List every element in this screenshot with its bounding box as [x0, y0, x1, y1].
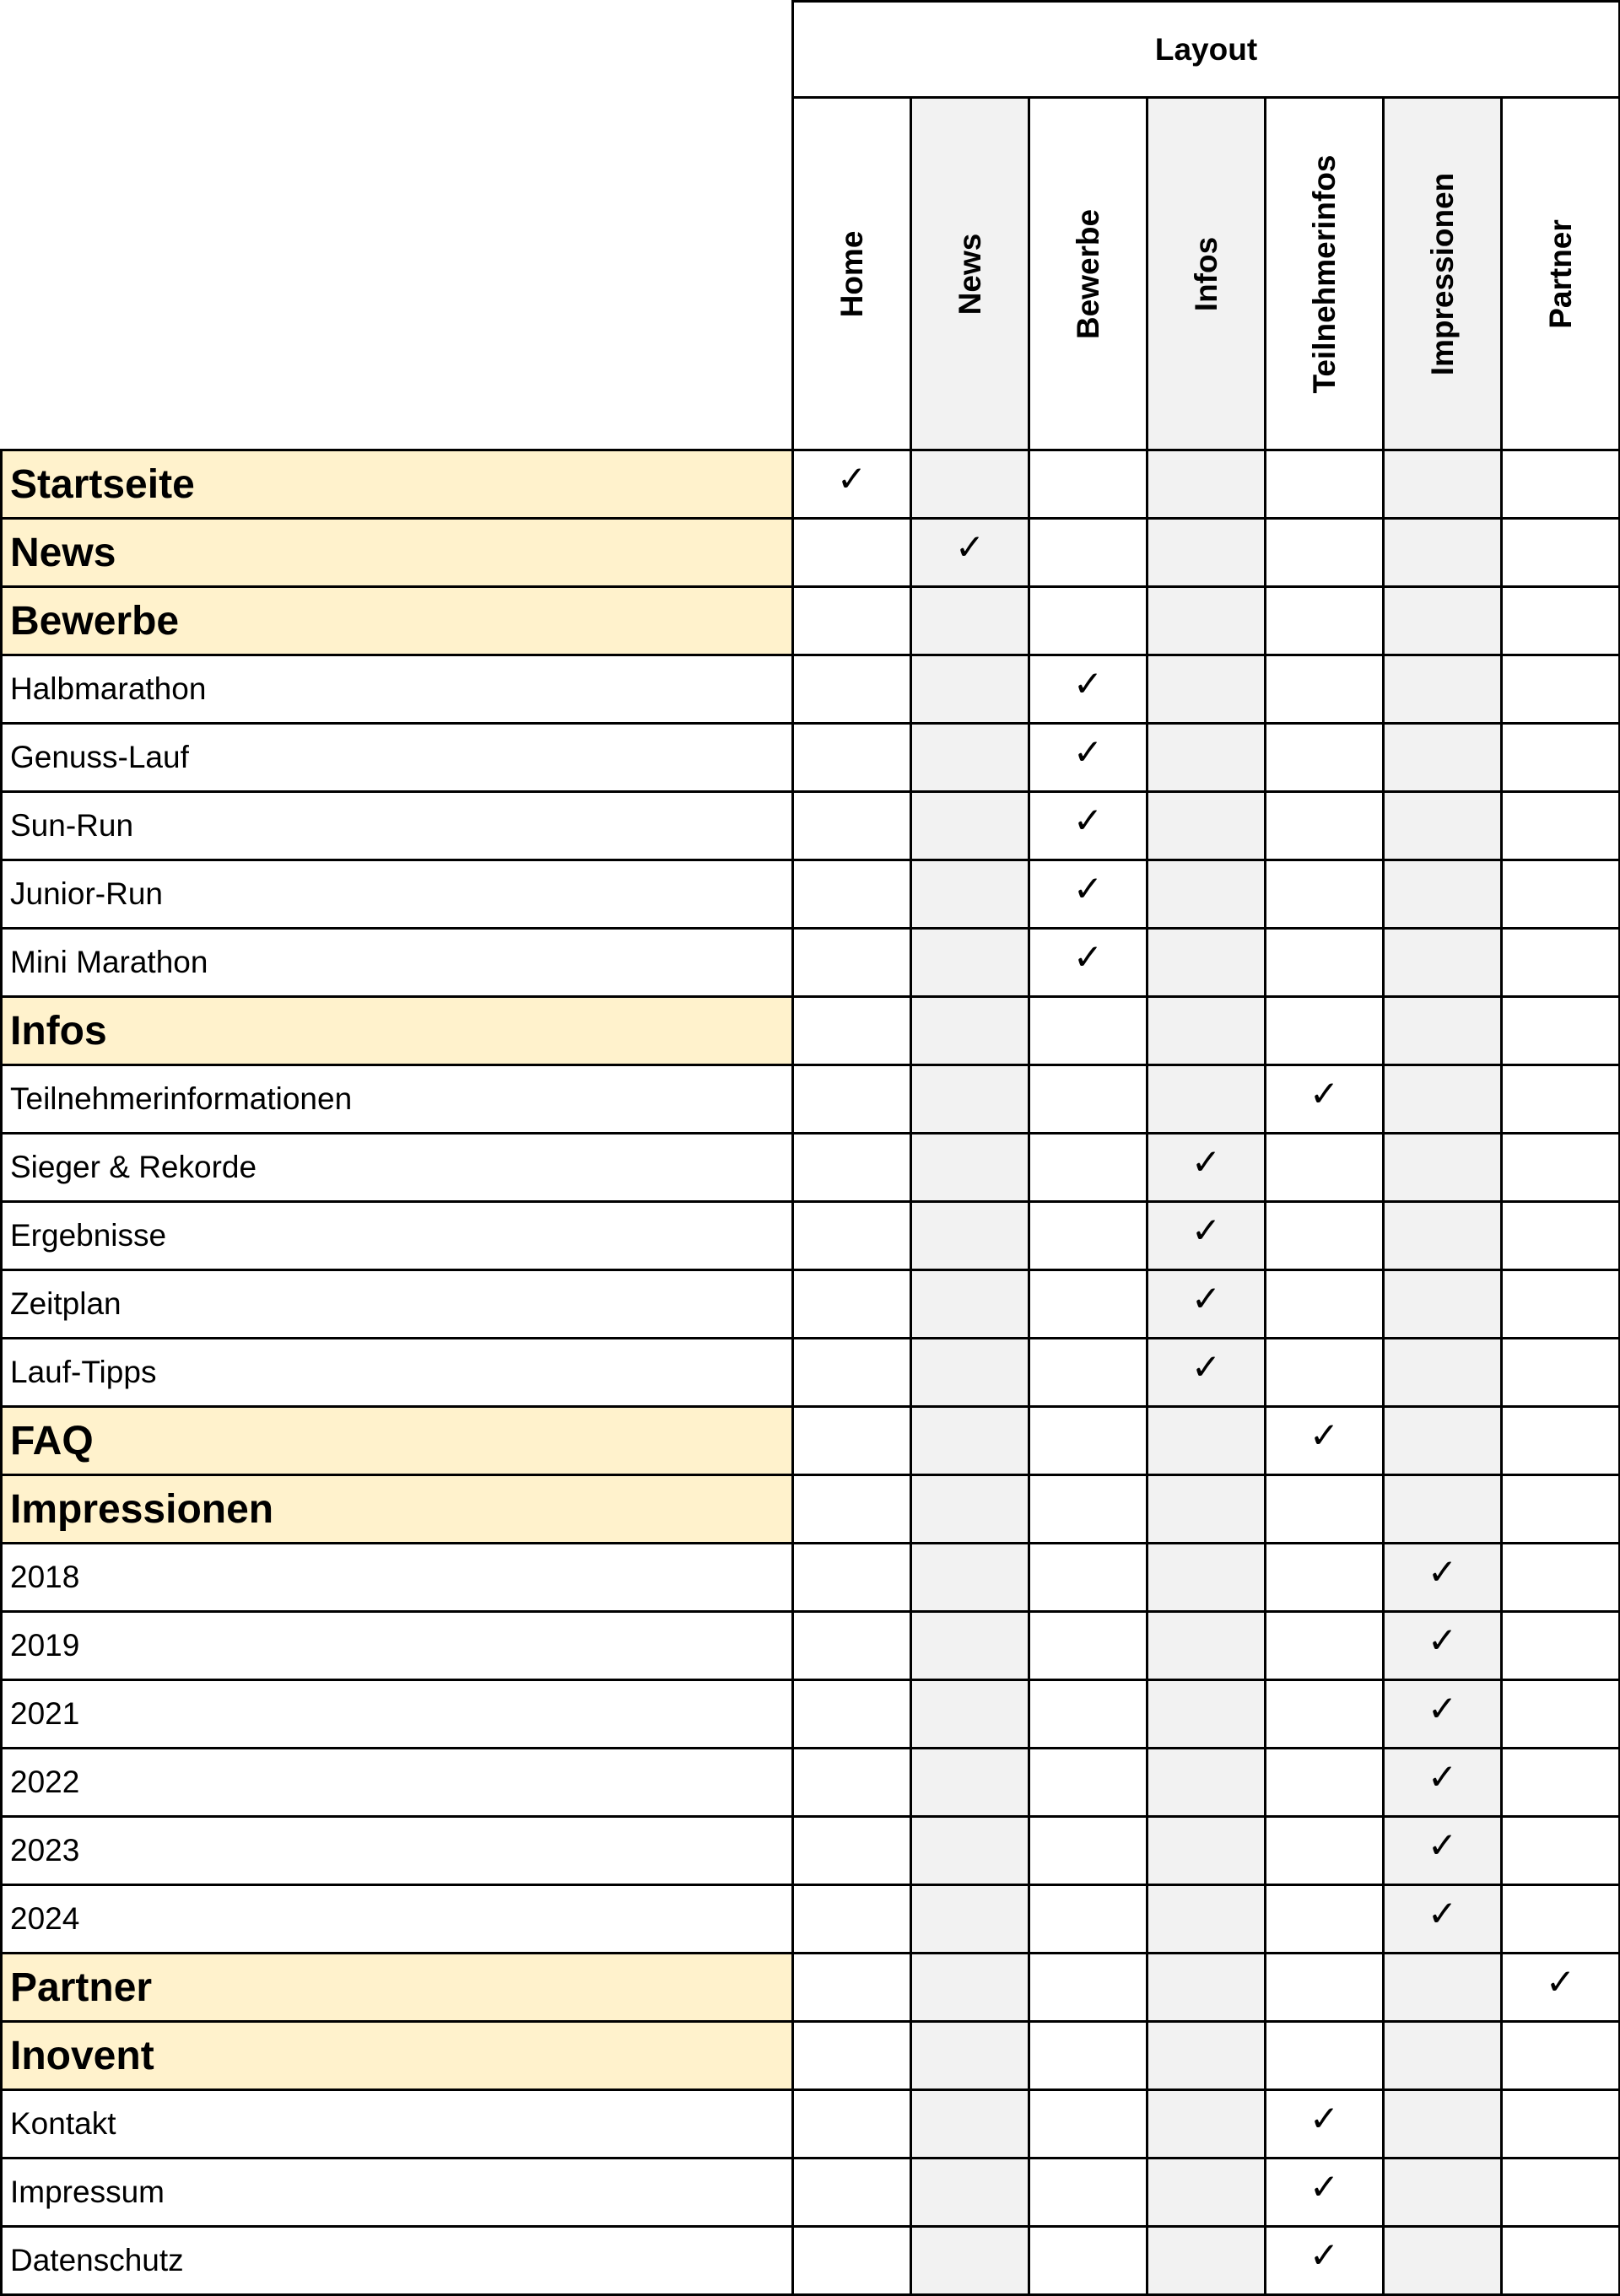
- section-label: FAQ: [2, 1407, 793, 1475]
- matrix-cell: [1502, 1339, 1620, 1407]
- matrix-cell: [793, 450, 911, 519]
- section-row: [2, 450, 1620, 519]
- matrix-cell: [793, 1339, 911, 1407]
- matrix-cell: [1266, 587, 1384, 655]
- matrix-cell: [1148, 1065, 1266, 1134]
- page-label: Lauf-Tipps: [2, 1339, 793, 1407]
- matrix-cell: [1148, 587, 1266, 655]
- matrix-cell: [1148, 792, 1266, 860]
- matrix-cell: [793, 1680, 911, 1749]
- matrix-cell: [1384, 2159, 1502, 2227]
- section-label: Impressionen: [2, 1475, 793, 1544]
- check-icon: ✓: [1072, 800, 1104, 841]
- matrix-cell: [1502, 2227, 1620, 2295]
- matrix-cell: [1029, 1612, 1148, 1680]
- matrix-cell: [911, 1065, 1029, 1134]
- section-label: Inovent: [2, 2022, 793, 2090]
- column-header-label: Infos: [1188, 236, 1223, 311]
- matrix-cell: [1384, 929, 1502, 997]
- matrix-cell: [1148, 1817, 1266, 1885]
- matrix-cell: [1266, 2227, 1384, 2295]
- matrix-cell: [911, 450, 1029, 519]
- matrix-cell: [1502, 1270, 1620, 1339]
- matrix-cell: [1384, 724, 1502, 792]
- matrix-cell: [1029, 1680, 1148, 1749]
- matrix-cell: [911, 860, 1029, 929]
- matrix-cell: [911, 1270, 1029, 1339]
- matrix-cell: [1384, 2090, 1502, 2159]
- matrix-cell: [1148, 1475, 1266, 1544]
- page-row: [2, 1612, 1620, 1680]
- matrix-cell: [911, 2227, 1029, 2295]
- page-row: [2, 1065, 1620, 1134]
- matrix-cell: [793, 1270, 911, 1339]
- matrix-cell: [1029, 587, 1148, 655]
- matrix-cell: [1266, 2090, 1384, 2159]
- column-header-impressionen: [1384, 98, 1502, 450]
- matrix-cell: [911, 655, 1029, 724]
- page-row: [2, 1680, 1620, 1749]
- matrix-cell: [1266, 1270, 1384, 1339]
- matrix-cell: [1029, 2227, 1148, 2295]
- section-label: Startseite: [2, 450, 793, 519]
- page-row: [2, 655, 1620, 724]
- matrix-cell: [1029, 929, 1148, 997]
- page-label: Zeitplan: [2, 1270, 793, 1339]
- page-label: 2019: [2, 1612, 793, 1680]
- matrix-cell: [911, 1749, 1029, 1817]
- matrix-cell: [1029, 1202, 1148, 1270]
- matrix-cell: [911, 1475, 1029, 1544]
- page-row: [2, 1339, 1620, 1407]
- page-row: [2, 1749, 1620, 1817]
- matrix-cell: [1029, 1954, 1148, 2022]
- matrix-cell: [1266, 1885, 1384, 1954]
- matrix-cell: [1266, 1817, 1384, 1885]
- matrix-cell: [1029, 724, 1148, 792]
- matrix-cell: [911, 1134, 1029, 1202]
- matrix-cell: [1148, 2022, 1266, 2090]
- matrix-cell: [1029, 519, 1148, 587]
- matrix-cell: [1502, 1065, 1620, 1134]
- matrix-cell: [1384, 1680, 1502, 1749]
- matrix-cell: [1029, 1134, 1148, 1202]
- check-icon: ✓: [1427, 1688, 1458, 1729]
- page-row: [2, 1885, 1620, 1954]
- check-icon: ✓: [954, 526, 986, 568]
- matrix-cell: [1029, 1339, 1148, 1407]
- matrix-cell: [911, 2090, 1029, 2159]
- matrix-cell: [1266, 1680, 1384, 1749]
- matrix-cell: [1029, 2022, 1148, 2090]
- matrix-cell: [1148, 655, 1266, 724]
- section-label: Infos: [2, 997, 793, 1065]
- matrix-cell: [1266, 1134, 1384, 1202]
- page-row: [2, 2227, 1620, 2295]
- matrix-cell: [1502, 1817, 1620, 1885]
- page-label: 2022: [2, 1749, 793, 1817]
- matrix-cell: [1384, 1544, 1502, 1612]
- matrix-cell: [1029, 1544, 1148, 1612]
- matrix-cell: [1266, 450, 1384, 519]
- check-icon: ✓: [1427, 1893, 1458, 1934]
- matrix-cell: [1029, 1749, 1148, 1817]
- column-header-news: [911, 98, 1029, 450]
- page-label: Halbmarathon: [2, 655, 793, 724]
- page-row: [2, 2159, 1620, 2227]
- matrix-cell: [911, 1885, 1029, 1954]
- check-icon: ✓: [1072, 868, 1104, 909]
- matrix-cell: [1502, 1612, 1620, 1680]
- page-label: Teilnehmerinformationen: [2, 1065, 793, 1134]
- matrix-cell: [793, 1134, 911, 1202]
- matrix-cell: [1029, 450, 1148, 519]
- matrix-body: [2, 450, 1620, 2295]
- page-label: Sun-Run: [2, 792, 793, 860]
- matrix-cell: [911, 2159, 1029, 2227]
- matrix-cell: [1502, 1749, 1620, 1817]
- matrix-cell: [1502, 1954, 1620, 2022]
- matrix-cell: [793, 2090, 911, 2159]
- section-label: Bewerbe: [2, 587, 793, 655]
- layout-group-header: Layout: [793, 2, 1620, 98]
- check-icon: ✓: [1427, 1824, 1458, 1866]
- blank-corner: [2, 2, 793, 450]
- page-row: [2, 1544, 1620, 1612]
- check-icon: ✓: [1072, 936, 1104, 978]
- matrix-cell: [1148, 1270, 1266, 1339]
- section-row: [2, 519, 1620, 587]
- matrix-cell: [1384, 1202, 1502, 1270]
- section-label: Partner: [2, 1954, 793, 2022]
- check-icon: ✓: [1427, 1551, 1458, 1593]
- matrix-cell: [1502, 519, 1620, 587]
- matrix-cell: [1384, 1339, 1502, 1407]
- matrix-cell: [793, 2159, 911, 2227]
- matrix-cell: [1502, 997, 1620, 1065]
- column-header-label: News: [952, 233, 987, 315]
- matrix-cell: [1502, 2090, 1620, 2159]
- matrix-cell: [1502, 2159, 1620, 2227]
- matrix-cell: [1029, 860, 1148, 929]
- column-header-label: Home: [834, 230, 869, 317]
- column-header-label: Teilnehmerinfos: [1306, 154, 1342, 394]
- matrix-cell: [1502, 655, 1620, 724]
- matrix-cell: [1148, 1749, 1266, 1817]
- check-icon: ✓: [1309, 2166, 1340, 2207]
- column-header-home: [793, 98, 911, 450]
- matrix-cell: [1384, 519, 1502, 587]
- matrix-cell: [1029, 1817, 1148, 1885]
- matrix-cell: [1148, 1202, 1266, 1270]
- matrix-cell: [1029, 1407, 1148, 1475]
- page-label: 2024: [2, 1885, 793, 1954]
- page-label: 2018: [2, 1544, 793, 1612]
- matrix-cell: [1502, 1475, 1620, 1544]
- column-header-label: Impressionen: [1424, 172, 1460, 375]
- matrix-cell: [1384, 2227, 1502, 2295]
- column-header-partner: [1502, 98, 1620, 450]
- page-row: [2, 860, 1620, 929]
- check-icon: ✓: [1309, 1073, 1340, 1114]
- matrix-cell: [1384, 1817, 1502, 1885]
- matrix-cell: [1148, 519, 1266, 587]
- matrix-cell: [793, 929, 911, 997]
- matrix-cell: [911, 1544, 1029, 1612]
- matrix-cell: [1266, 1612, 1384, 1680]
- page-row: [2, 792, 1620, 860]
- matrix-cell: [1029, 655, 1148, 724]
- matrix-cell: [1502, 2022, 1620, 2090]
- matrix-cell: [1148, 1407, 1266, 1475]
- matrix-cell: [1029, 1475, 1148, 1544]
- matrix-cell: [911, 1817, 1029, 1885]
- matrix-cell: [1384, 1885, 1502, 1954]
- check-icon: ✓: [1309, 1415, 1340, 1456]
- page-label: Ergebnisse: [2, 1202, 793, 1270]
- section-label: News: [2, 519, 793, 587]
- matrix-cell: [1384, 1612, 1502, 1680]
- matrix-cell: [1502, 1544, 1620, 1612]
- matrix-cell: [1384, 1134, 1502, 1202]
- page-label: Mini Marathon: [2, 929, 793, 997]
- matrix-cell: [1148, 1134, 1266, 1202]
- matrix-cell: [1384, 997, 1502, 1065]
- column-header-teilnehmerinfos: [1266, 98, 1384, 450]
- section-row: [2, 587, 1620, 655]
- page-row: [2, 929, 1620, 997]
- matrix-cell: [911, 1954, 1029, 2022]
- page-label: 2021: [2, 1680, 793, 1749]
- matrix-cell: [1029, 2159, 1148, 2227]
- matrix-cell: [1266, 655, 1384, 724]
- check-icon: ✓: [1191, 1278, 1222, 1319]
- page-label: Kontakt: [2, 2090, 793, 2159]
- matrix-cell: [1148, 1954, 1266, 2022]
- matrix-cell: [1148, 2159, 1266, 2227]
- matrix-cell: [1266, 1475, 1384, 1544]
- check-icon: ✓: [1309, 2234, 1340, 2276]
- matrix-cell: [1502, 860, 1620, 929]
- matrix-cell: [1266, 792, 1384, 860]
- matrix-cell: [1266, 2022, 1384, 2090]
- column-header-infos: [1148, 98, 1266, 450]
- matrix-cell: [1384, 655, 1502, 724]
- matrix-cell: [1502, 450, 1620, 519]
- matrix-cell: [1266, 1202, 1384, 1270]
- page-row: [2, 1817, 1620, 1885]
- matrix-cell: [793, 1202, 911, 1270]
- matrix-cell: [1384, 1475, 1502, 1544]
- matrix-cell: [911, 997, 1029, 1065]
- page-label: Sieger & Rekorde: [2, 1134, 793, 1202]
- page-label: Impressum: [2, 2159, 793, 2227]
- matrix-cell: [793, 1612, 911, 1680]
- check-icon: ✓: [1427, 1756, 1458, 1797]
- check-icon: ✓: [1072, 731, 1104, 773]
- matrix-cell: [1029, 997, 1148, 1065]
- matrix-cell: [1266, 724, 1384, 792]
- matrix-cell: [793, 1065, 911, 1134]
- matrix-cell: [1502, 1885, 1620, 1954]
- page-label: Genuss-Lauf: [2, 724, 793, 792]
- matrix-cell: [1266, 1339, 1384, 1407]
- page-row: [2, 2090, 1620, 2159]
- matrix-cell: [1148, 1680, 1266, 1749]
- matrix-cell: [1148, 1612, 1266, 1680]
- matrix-cell: [793, 2022, 911, 2090]
- matrix-cell: [1148, 2090, 1266, 2159]
- matrix-cell: [793, 1954, 911, 2022]
- matrix-cell: [1029, 1270, 1148, 1339]
- matrix-cell: [1148, 724, 1266, 792]
- matrix-cell: [911, 1202, 1029, 1270]
- check-icon: ✓: [1191, 1210, 1222, 1251]
- check-icon: ✓: [1309, 2098, 1340, 2139]
- matrix-cell: [1502, 1407, 1620, 1475]
- matrix-cell: [911, 1407, 1029, 1475]
- matrix-cell: [1266, 860, 1384, 929]
- column-header-bewerbe: [1029, 98, 1148, 450]
- page-label: 2023: [2, 1817, 793, 1885]
- matrix-cell: [1266, 929, 1384, 997]
- matrix-cell: [1384, 1954, 1502, 2022]
- matrix-cell: [1502, 587, 1620, 655]
- matrix-cell: [911, 929, 1029, 997]
- matrix-cell: [1266, 2159, 1384, 2227]
- matrix-cell: [793, 860, 911, 929]
- matrix-cell: [1384, 1270, 1502, 1339]
- matrix-cell: [911, 1612, 1029, 1680]
- matrix-cell: [793, 1817, 911, 1885]
- matrix-cell: [1266, 1544, 1384, 1612]
- matrix-cell: [793, 724, 911, 792]
- matrix-cell: [911, 724, 1029, 792]
- matrix-cell: [1148, 1544, 1266, 1612]
- matrix-cell: [793, 1407, 911, 1475]
- column-header-label: Bewerbe: [1070, 208, 1105, 339]
- section-row: [2, 1407, 1620, 1475]
- matrix-cell: [1384, 1065, 1502, 1134]
- matrix-cell: [793, 1885, 911, 1954]
- matrix-cell: [911, 1339, 1029, 1407]
- page-row: [2, 1134, 1620, 1202]
- check-icon: ✓: [1427, 1620, 1458, 1661]
- matrix-cell: [1384, 1407, 1502, 1475]
- check-icon: ✓: [1072, 663, 1104, 704]
- check-icon: ✓: [1191, 1346, 1222, 1388]
- matrix-cell: [1384, 792, 1502, 860]
- matrix-cell: [1266, 997, 1384, 1065]
- matrix-cell: [1384, 1749, 1502, 1817]
- matrix-cell: [1502, 724, 1620, 792]
- matrix-cell: [1502, 1202, 1620, 1270]
- matrix-cell: [1384, 587, 1502, 655]
- section-row: [2, 1475, 1620, 1544]
- matrix-cell: [1148, 929, 1266, 997]
- matrix-cell: [793, 792, 911, 860]
- matrix-cell: [1029, 792, 1148, 860]
- matrix-cell: [911, 792, 1029, 860]
- matrix-cell: [1384, 860, 1502, 929]
- check-icon: ✓: [836, 458, 867, 499]
- matrix-cell: [911, 2022, 1029, 2090]
- section-row: [2, 997, 1620, 1065]
- matrix-cell: [1502, 1680, 1620, 1749]
- page-label: Datenschutz: [2, 2227, 793, 2295]
- matrix-cell: [1148, 860, 1266, 929]
- page-label: Junior-Run: [2, 860, 793, 929]
- matrix-cell: [1148, 1339, 1266, 1407]
- matrix-cell: [1029, 1065, 1148, 1134]
- column-header-label: Partner: [1542, 218, 1578, 329]
- matrix-cell: [1148, 2227, 1266, 2295]
- section-row: [2, 1954, 1620, 2022]
- matrix-cell: [1148, 1885, 1266, 1954]
- page-row: [2, 724, 1620, 792]
- matrix-cell: [1266, 1954, 1384, 2022]
- matrix-cell: [793, 655, 911, 724]
- matrix-cell: [911, 1680, 1029, 1749]
- matrix-cell: [793, 1475, 911, 1544]
- matrix-cell: [793, 997, 911, 1065]
- matrix-cell: [1502, 929, 1620, 997]
- matrix-cell: [1266, 1749, 1384, 1817]
- matrix-cell: [793, 519, 911, 587]
- page-row: [2, 1270, 1620, 1339]
- check-icon: ✓: [1545, 1961, 1576, 2002]
- matrix-cell: [1384, 450, 1502, 519]
- matrix-cell: [1148, 450, 1266, 519]
- page-row: [2, 1202, 1620, 1270]
- matrix-cell: [1266, 1065, 1384, 1134]
- matrix-cell: [1029, 1885, 1148, 1954]
- matrix-cell: [1266, 519, 1384, 587]
- matrix-cell: [1502, 1134, 1620, 1202]
- matrix-cell: [1029, 2090, 1148, 2159]
- matrix-cell: [911, 519, 1029, 587]
- matrix-cell: [793, 1544, 911, 1612]
- matrix-cell: [1502, 792, 1620, 860]
- matrix-cell: [1148, 997, 1266, 1065]
- group-header-row: [2, 2, 1620, 98]
- matrix-cell: [793, 2227, 911, 2295]
- matrix-cell: [793, 587, 911, 655]
- section-row: [2, 2022, 1620, 2090]
- check-icon: ✓: [1191, 1141, 1222, 1183]
- matrix-cell: [1266, 1407, 1384, 1475]
- matrix-cell: [793, 1749, 911, 1817]
- matrix-cell: [1384, 2022, 1502, 2090]
- matrix-cell: [911, 587, 1029, 655]
